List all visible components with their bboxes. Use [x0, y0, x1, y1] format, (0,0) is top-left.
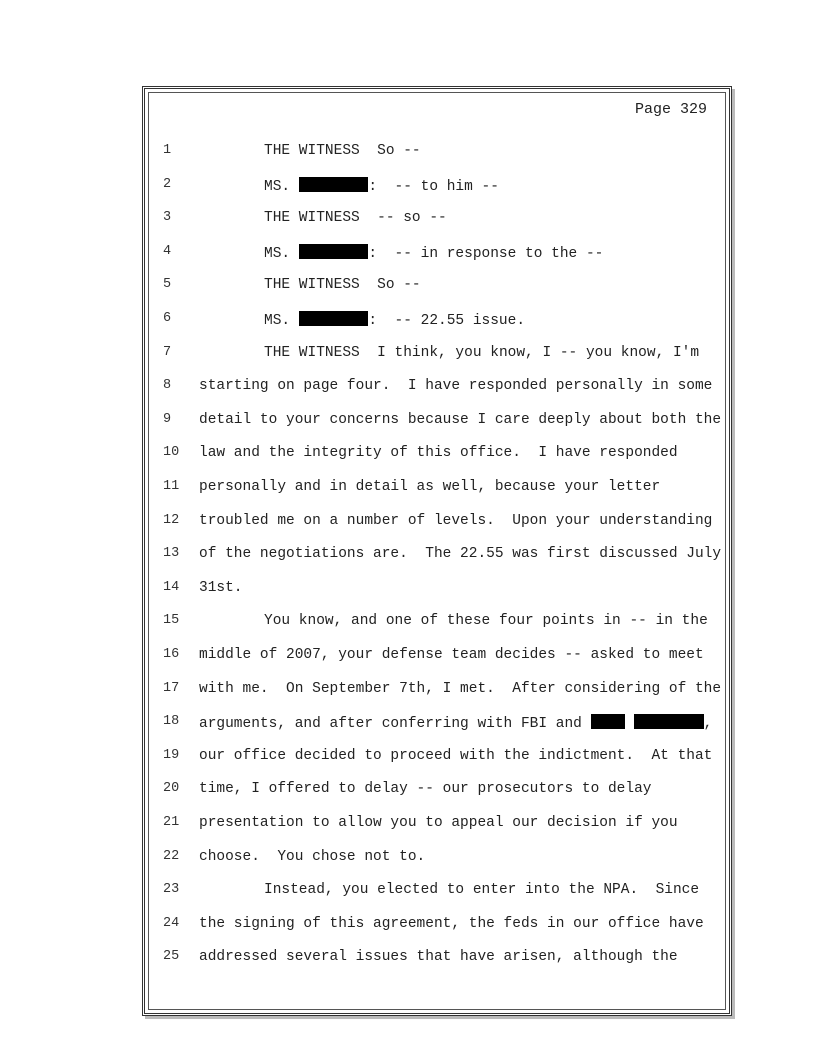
redaction-block — [299, 311, 369, 326]
line-number: 16 — [163, 647, 180, 662]
redaction-block — [634, 714, 704, 729]
text-segment: time, I offered to delay -- our prosecutors to delay — [199, 781, 652, 798]
line-text — [199, 647, 704, 663]
text-segment: law and the integrity of this office. I have responded — [199, 445, 678, 462]
line-number: 23 — [163, 882, 180, 898]
redaction-block — [591, 714, 626, 729]
text-segment: THE WITNESS -- so -- — [264, 210, 447, 227]
redaction-block — [299, 244, 369, 259]
text-segment — [625, 716, 634, 732]
line-text — [199, 546, 721, 562]
line-number: 22 — [163, 848, 180, 864]
line-text — [264, 143, 421, 159]
text-segment: : -- in response to the -- — [368, 245, 604, 262]
line-text — [199, 513, 712, 529]
text-segment: personally and in detail as well, because your letter — [199, 479, 661, 495]
text-segment: of the negotiations are. The 22.55 was first discussed July — [199, 546, 722, 563]
text-segment: THE WITNESS So -- — [264, 277, 421, 294]
text-segment: MS. — [264, 178, 299, 195]
text-segment: middle of 2007, your defense team decides -- asked to meet — [199, 647, 704, 663]
text-segment: : -- to him -- — [368, 178, 499, 195]
line-number: 7 — [163, 344, 172, 360]
line-number: 1 — [163, 143, 172, 158]
line-text — [199, 412, 721, 428]
line-text — [264, 277, 421, 293]
line-number: 8 — [163, 378, 172, 394]
page-number: Page 329 — [634, 101, 707, 118]
line-text — [264, 244, 603, 262]
text-segment: addressed several issues that have arisen, although the — [199, 949, 678, 966]
line-number: 6 — [163, 311, 172, 326]
text-segment: choose. You chose not to. — [199, 848, 426, 865]
line-text — [199, 714, 712, 732]
text-segment: THE WITNESS So -- — [264, 143, 421, 159]
line-number: 20 — [163, 781, 180, 797]
line-number: 5 — [163, 277, 172, 293]
line-text — [199, 748, 712, 764]
line-number: 4 — [163, 243, 172, 259]
line-text — [199, 378, 712, 394]
line-number: 3 — [163, 210, 172, 226]
redaction-block — [299, 177, 369, 192]
text-segment: THE WITNESS I think, you know, I -- you know, I'm — [264, 344, 700, 361]
text-segment: troubled me on a number of levels. Upon your understanding — [199, 512, 713, 529]
line-text — [199, 815, 678, 831]
text-segment: with me. On September 7th, I met. After considering of the — [199, 680, 722, 697]
line-text — [199, 681, 721, 697]
text-segment: detail to your concerns because I care deeply about both the — [199, 411, 722, 428]
line-number: 18 — [163, 714, 180, 730]
line-number: 19 — [163, 747, 180, 763]
line-text — [264, 177, 499, 195]
line-number: 25 — [163, 949, 180, 965]
line-text — [264, 613, 708, 629]
line-text — [199, 580, 243, 596]
line-number: 24 — [163, 915, 180, 931]
text-segment: presentation to allow you to appeal our decision if you — [199, 815, 678, 831]
line-number: 14 — [163, 579, 180, 595]
line-number: 15 — [163, 613, 180, 629]
text-segment: You know, and one of these four points in -- in the — [264, 613, 708, 630]
line-text — [199, 916, 704, 932]
text-segment: MS. — [264, 313, 299, 329]
text-segment: , — [703, 716, 713, 733]
line-text — [199, 849, 425, 865]
text-segment: : -- 22.55 issue. — [368, 313, 526, 329]
transcript-page — [148, 92, 726, 1010]
line-number: 2 — [163, 176, 172, 192]
text-segment: the signing of this agreement, the feds in our office have — [199, 915, 704, 932]
line-number: 17 — [163, 680, 180, 696]
line-text — [264, 882, 699, 898]
text-segment: Instead, you elected to enter into the NPA. Since — [264, 882, 700, 899]
line-number: 10 — [163, 445, 180, 461]
line-text — [264, 210, 447, 226]
line-text — [264, 345, 699, 361]
line-text — [199, 445, 678, 461]
text-segment: starting on page four. I have responded personally in some — [199, 378, 713, 395]
text-segment: MS. — [264, 245, 299, 262]
line-number: 11 — [163, 479, 180, 494]
line-text — [264, 311, 525, 329]
line-number: 12 — [163, 512, 180, 528]
line-number: 9 — [163, 411, 172, 427]
text-segment: our office decided to proceed with the indictment. At that — [199, 747, 713, 764]
line-number: 21 — [163, 815, 180, 830]
line-text — [199, 479, 660, 495]
text-segment: 31st. — [199, 579, 243, 596]
transcript-page-frame — [142, 86, 732, 1016]
line-text — [199, 949, 678, 965]
line-text — [199, 781, 651, 797]
line-number: 13 — [163, 546, 180, 562]
text-segment: arguments, and after conferring with FBI and — [199, 716, 591, 733]
